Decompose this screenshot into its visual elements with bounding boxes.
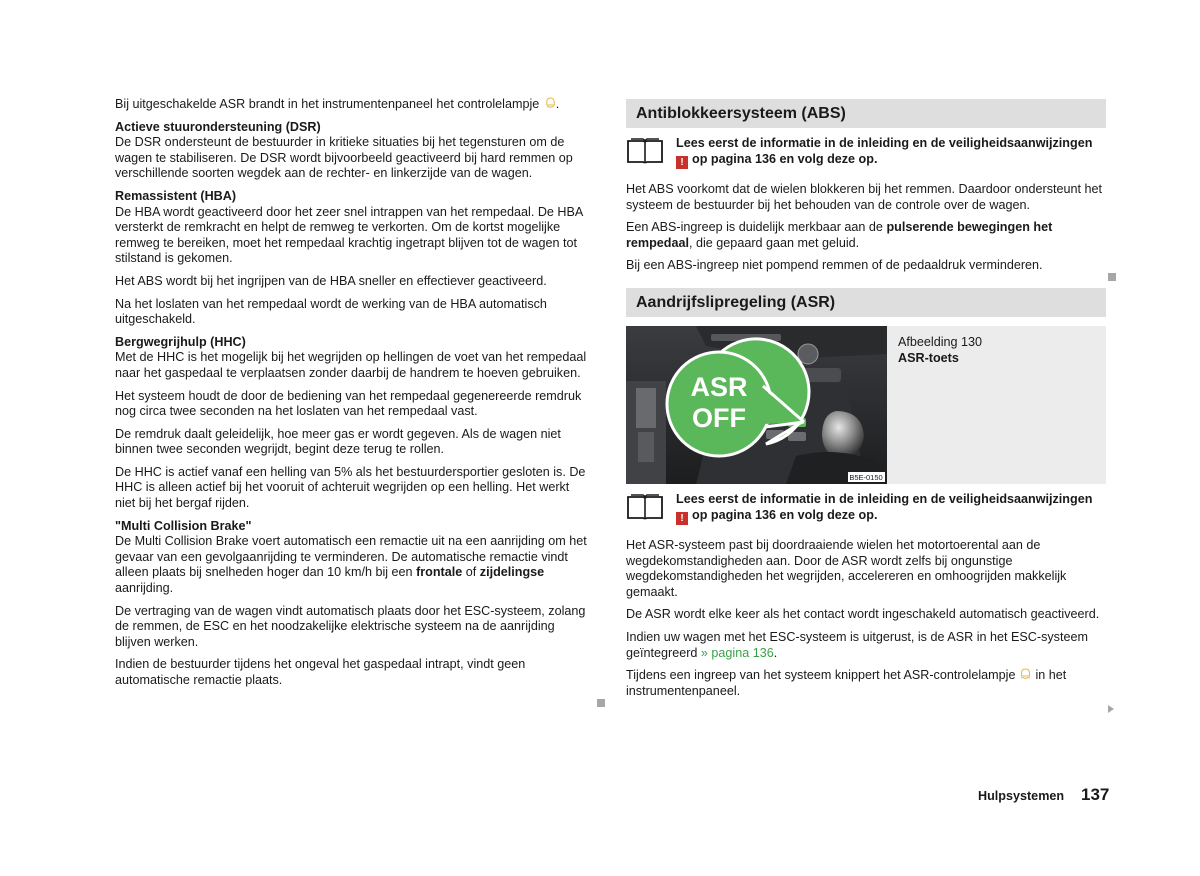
bubble-text-off: OFF xyxy=(692,402,746,433)
hhc-body: Met de HHC is het mogelijk bij het wegrijden op hellingen de voet van het rempedaal naar het gaspedaal te verplaatsen zonder daarbij de handrem te hoeven gebruiken. xyxy=(115,350,587,380)
section-end-marker xyxy=(597,699,605,707)
dsr-body: De DSR ondersteunt de bestuurder in kritieke situaties bij het tegensturen om de wagen te stabiliseren. De DSR wordt bijvoorbeeld geactiveerd bij hard remmen op verschillende soorten wegdek aan de rechter- en linkerzijde van de wagen. xyxy=(115,135,573,181)
figure-title: ASR-toets xyxy=(898,350,959,365)
mcb-block xyxy=(115,519,593,597)
mcb-paragraph-2: De vertraging van de wagen vindt automatisch plaats door het ESC-systeem, zolang de remmen, de ESC en het noodzakelijke elektrische systeem na de aanrijding blijven werken. xyxy=(115,603,586,649)
warning-icon: ! xyxy=(676,156,688,169)
asr-note-line-1: Lees eerst de informatie in de inleiding en de veiligheidsaanwijzingen xyxy=(676,491,1093,506)
book-icon xyxy=(626,492,664,522)
hhc-paragraph-2: Het systeem houdt de door de bediening van het rempedaal gegenereerde remdruk nog circa twee seconden na het loslaten van het rempedaal vast. xyxy=(115,388,582,419)
hhc-heading: Bergwegrijhulp (HHC) xyxy=(115,334,246,349)
abs-note-line-1: Lees eerst de informatie in de inleiding en de veiligheidsaanwijzingen xyxy=(676,136,1093,150)
section-end-marker xyxy=(1108,273,1116,281)
warning-lamp-icon xyxy=(545,97,556,109)
hhc-paragraph-3: De remdruk daalt geleidelijk, hoe meer gas er wordt gegeven. Als de wagen niet binnen twee seconden wegrijdt, begint deze terug te rollen. xyxy=(115,426,561,457)
asr-paragraph-1: Het ASR-systeem past bij doordraaiende wielen het motortoerental aan de wegdekomstandigheden aan. Door de ASR wordt zelfs bij ongunstige wegdekomstandigheden het wegrijden, accelereren en omhoogrijden makkelijk gemaakt. xyxy=(626,537,1067,599)
asr-paragraph-2: De ASR wordt elke keer als het contact wordt ingeschakeld automatisch geactiveerd. xyxy=(626,607,1100,622)
asr-paragraph-3: Indien uw wagen met het ESC-systeem is uitgerust, is de ASR in het ESC-systeem geïntegreerd » pagina 136. xyxy=(626,629,1088,660)
dsr-block xyxy=(115,120,593,182)
mcb-paragraph-3: Indien de bestuurder tijdens het ongeval het gaspedaal intrapt, vindt geen automatische remactie plaats. xyxy=(115,657,526,687)
figure-label: Afbeelding 130 xyxy=(898,334,983,349)
hba-block xyxy=(115,189,593,267)
hba-paragraph-2: Het ABS wordt bij het ingrijpen van de HBA sneller en effectiever geactiveerd. xyxy=(115,273,547,288)
mcb-body: De Multi Collision Brake voert automatisch een remactie uit na een aanrijding om het gevaar van een gevolgaanrijding te verminderen. De automatische remactie vindt alleen plaats bij snelheden hoger dan 10 km/h bij een frontale of zijdelingse aanrijding. xyxy=(115,534,587,596)
warning-lamp-icon xyxy=(1019,668,1032,680)
abs-paragraph-1: Het ABS voorkomt dat de wielen blokkeren bij het remmen. Daardoor ondersteunt het systeem de bestuurder bij het behouden van de controle over de wagen. xyxy=(626,182,1103,212)
right-column xyxy=(626,99,1106,706)
page-136-link[interactable]: » pagina 136 xyxy=(700,645,774,660)
abs-paragraph-2: Een ABS-ingreep is duidelijk merkbaar aan de pulserende bewegingen het rempedaal, die gepaard gaan met geluid. xyxy=(626,220,1053,250)
hba-heading: Remassistent (HBA) xyxy=(115,188,237,203)
abs-section-title: Antiblokkeersysteem (ABS) xyxy=(626,99,1106,128)
left-column xyxy=(115,97,593,696)
center-console-illustration xyxy=(626,326,887,484)
asr-figure xyxy=(626,326,1106,484)
asr-paragraph-4: Tijdens een ingreep van het systeem knippert het ASR-controlelampje in het instrumentenpaneel. xyxy=(626,668,1067,698)
asr-button-photo xyxy=(626,326,887,484)
asr-section-title: Aandrijfslipregeling (ASR) xyxy=(626,288,1106,317)
image-code: B5E-0150 xyxy=(849,472,883,482)
dsr-heading: Actieve stuurondersteuning (DSR) xyxy=(115,119,321,134)
abs-note-line-2: op pagina 136 en volg deze op. xyxy=(692,151,878,166)
abs-paragraph-3: Bij een ABS-ingreep niet pompend remmen of de pedaaldruk verminderen. xyxy=(626,258,1043,273)
warning-icon: ! xyxy=(676,512,688,525)
hba-body: De HBA wordt geactiveerd door het zeer snel intrappen van het rempedaal. De HBA versterkt de remkracht en helpt de remweg te verkorten. Om de kortst mogelijke remweg te bereiken, moet het rempedaal krachtig ingetrapt blijven tot de wagen tot stilstand is gekomen. xyxy=(115,204,583,266)
mcb-heading: "Multi Collision Brake" xyxy=(115,518,252,533)
continue-arrow-icon xyxy=(1108,705,1114,713)
hba-paragraph-3: Na het loslaten van het rempedaal wordt de werking van de HBA automatisch uitgeschakeld. xyxy=(115,296,547,327)
intro-paragraph: Bij uitgeschakelde ASR brandt in het instrumentenpaneel het controlelampje . xyxy=(115,97,560,111)
figure-caption xyxy=(887,326,1106,484)
hhc-block xyxy=(115,335,593,382)
abs-safety-note xyxy=(626,136,1106,170)
asr-note-line-2: op pagina 136 en volg deze op. xyxy=(692,507,878,522)
page-number: 137 xyxy=(1081,785,1110,804)
hhc-paragraph-4: De HHC is actief vanaf een helling van 5% als het bestuurdersportier gesloten is. De HHC is alleen actief bij het vooruit of achteruit wegrijden op een helling. Het werkt niet bij het bergaf rijden. xyxy=(115,464,586,511)
footer-section-name: Hulpsystemen xyxy=(978,789,1065,803)
bubble-text-asr: ASR xyxy=(690,371,748,402)
book-icon xyxy=(626,136,664,166)
asr-safety-note xyxy=(626,492,1106,526)
